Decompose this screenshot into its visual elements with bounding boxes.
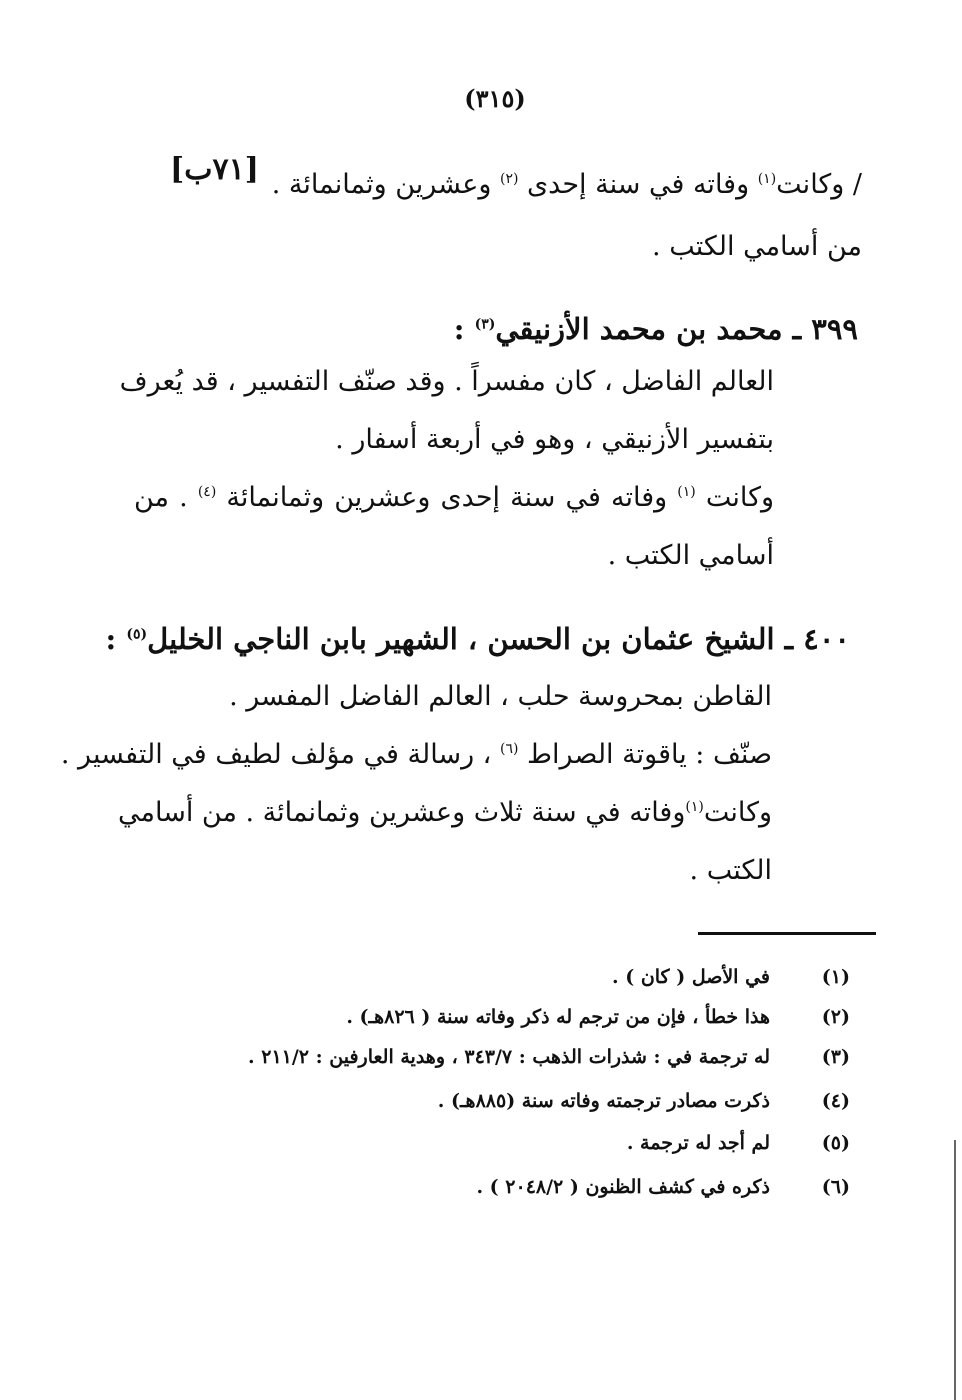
footnote-6 — [476, 1176, 850, 1198]
entry-400-heading — [90, 610, 850, 668]
footnote-ref: (٦) — [499, 741, 519, 757]
entry-heading: ٤٠٠ ـ الشيخ عثمان بن الحسن ، الشهير بابن الناجي الخليل — [147, 622, 850, 656]
footnote-4 — [438, 1090, 850, 1112]
intro-line-2: من أسامي الكتب . — [652, 231, 862, 262]
entry-heading: ٣٩٩ ـ محمد بن محمد الأزنيقي — [495, 312, 858, 346]
footnote-ref: (٣) — [474, 316, 496, 333]
entry-399-line-2: بتفسير الأزنيقي ، وهو في أربعة أسفار . — [335, 424, 774, 455]
entry-400-body — [60, 668, 772, 900]
body-text: وكانت — [703, 797, 772, 828]
footnote-1 — [612, 966, 850, 988]
body-text: وفاته في سنة ثلاث وعشرين وثمانمائة . من أسامي — [118, 797, 686, 828]
body-text: . من — [134, 482, 198, 513]
body-text: ، رسالة في مؤلف لطيف في التفسير . — [60, 739, 500, 770]
footnote-text: له ترجمة في : شذرات الذهب : ٣٤٣/٧ ، وهدية العارفين : ٢١١/٢ . — [248, 1046, 770, 1068]
footnote-2 — [346, 1006, 850, 1028]
footnote-ref: (١) — [677, 484, 696, 500]
footnote-ref: (٤) — [197, 484, 217, 500]
intro-line-1 — [271, 156, 862, 214]
footnote-text: في الأصل ( كان ) . — [611, 966, 770, 988]
entry-399-heading — [298, 300, 858, 358]
footnote-text: ذكرت مصادر ترجمته وفاته سنة (٨٨٥هـ) . — [437, 1090, 770, 1112]
footnote-text: لم أجد له ترجمة . — [626, 1132, 770, 1154]
folio-marker: [٧١ب] — [170, 152, 259, 187]
body-text: وفاته في سنة إحدى وعشرين وثمانمائة — [216, 482, 678, 513]
entry-399-line-1: العالم الفاضل ، كان مفسراً . وقد صنّف التفسير ، قد يُعرف — [119, 366, 774, 397]
entry-399-line-4: أسامي الكتب . — [607, 540, 774, 571]
intro-text: وفاته في سنة إحدى — [518, 169, 758, 200]
footnote-5 — [627, 1132, 850, 1154]
footnote-ref: (١) — [757, 171, 777, 187]
intro-text: / وكانت — [776, 169, 862, 200]
intro-text: وعشرين وثمانمائة . — [271, 169, 500, 200]
heading-colon: : — [453, 312, 475, 346]
footnote-number: (٣) — [821, 1046, 850, 1068]
entry-400-line-4: الكتب . — [689, 855, 772, 886]
footnote-text: هذا خطأ ، فإن من ترجم له ذكر وفاته سنة ( ٨٢٦هـ) . — [346, 1006, 770, 1028]
body-text: صنّف : ياقوتة الصراط — [518, 739, 772, 770]
entry-399-body — [119, 353, 775, 585]
footnote-ref: (٢) — [500, 171, 519, 187]
intro-paragraph — [271, 156, 862, 214]
entry-399-line-3 — [134, 469, 774, 527]
footnote-number: (١) — [821, 966, 850, 988]
entry-400-line-2 — [60, 726, 772, 784]
footnote-3 — [248, 1046, 850, 1068]
footnote-number: (٤) — [821, 1090, 850, 1112]
footnote-number: (٥) — [821, 1132, 850, 1154]
page-number: (٣١٥) — [464, 84, 526, 113]
footnote-number: (٢) — [821, 1006, 850, 1028]
footnote-number: (٦) — [821, 1176, 850, 1198]
body-text: وكانت — [695, 482, 775, 513]
entry-400-line-1: القاطن بمحروسة حلب ، العالم الفاضل المفسر . — [229, 681, 772, 712]
entry-400-line-3 — [118, 784, 772, 842]
footnote-ref: (٥) — [126, 626, 148, 643]
footnote-text: ذكره في كشف الظنون ( ٢٠٤٨/٢ ) . — [476, 1176, 770, 1198]
footnote-ref: (١) — [685, 799, 704, 815]
heading-colon: : — [105, 622, 127, 656]
intro-paragraph-end — [462, 218, 862, 276]
scan-edge — [954, 1140, 956, 1400]
footnote-divider — [698, 932, 876, 935]
